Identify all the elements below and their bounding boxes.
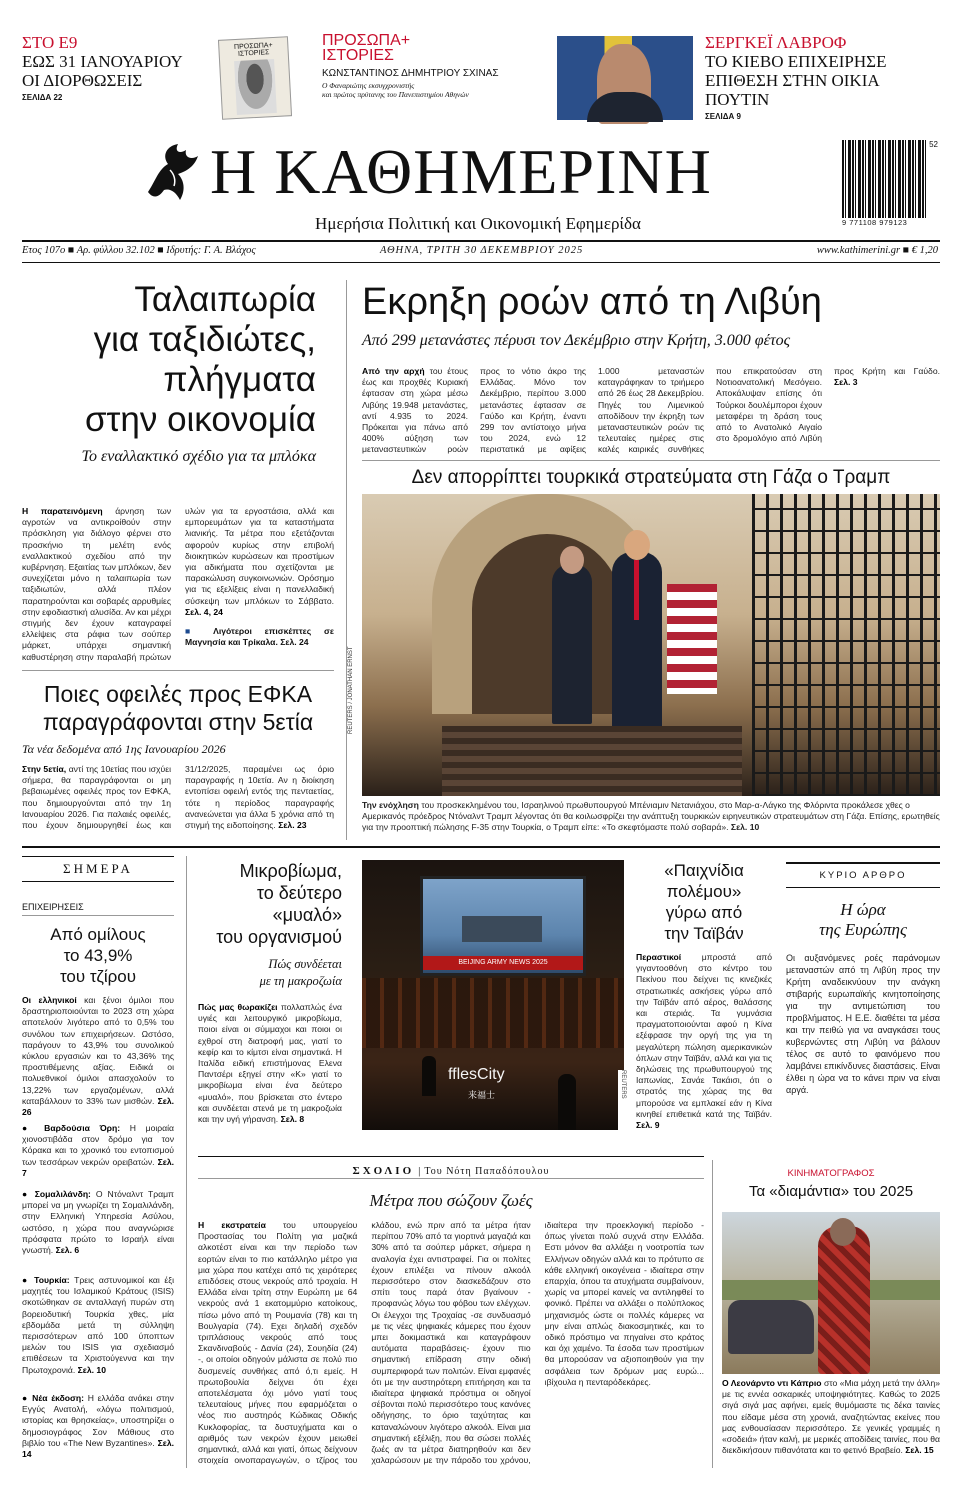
section-label: ΚΥΡΙΟ ΑΡΘΡΟ xyxy=(786,864,940,888)
story-libya[interactable] xyxy=(362,280,940,350)
beijing-screen-photo xyxy=(362,860,624,1130)
teaser-kicker: ΠΡΟΣΩΠΑ+ xyxy=(322,32,411,49)
mall-sign: fflesCity xyxy=(448,1066,505,1083)
teaser-title: ΟΙ ΔΙΟΡΘΩΣΕΙΣ xyxy=(22,71,143,90)
teaser-prosopa[interactable] xyxy=(322,33,532,99)
editorial-title: Η ώρα της Ευρώπης xyxy=(819,900,907,939)
deck: Από 299 μετανάστες πέρυσι τον Δεκέμβριο στην Κρήτη, 3.000 φέτος xyxy=(362,332,791,349)
section-label: ΣΧΟΛΙΟ xyxy=(352,1165,415,1177)
brief-item[interactable]: ● Βαρδούσια Όρη: Η μοιραία χιονοστιβάδα στον δρόμο για τον Κόρακα και το χρονικό του εντοπισμού των τεσσάρων νεκρών ορειβατών. Σελ. 7 xyxy=(22,1123,174,1178)
story-microbiome-body: Πώς μας θωρακίζει πολλαπλώς ένα υγιές και λειτουργικό μικροβίωμα, ποιοι είναι οι σύμμαχοι και ποιοι οι εχθροί στη διατροφή μας, γιατί το κεφίρ και το κίμτσι είναι σημαντικά. Η Ιταλίδα ειδική επιστήμονας Ελενα Παντσέρι εξηγεί στην «Κ» γιατί το μικροβίωμα είναι ένα δεύτερο «μυαλό», που βρίσκεται στο έντερο και συνδέεται στενά με τη μακροζωία και την υγή γήρανση. Σελ. 8 xyxy=(198,1002,343,1125)
comment-title: Μέτρα που σώζουν ζωές xyxy=(369,1191,533,1210)
story-efka[interactable] xyxy=(22,680,334,757)
barcode xyxy=(842,140,938,232)
cinema-kicker: ΚΙΝΗΜΑΤΟΓΡΑΦΟΣ xyxy=(787,1168,875,1179)
trump-netanyahu-photo xyxy=(348,494,940,796)
comment-body: Η εκστρατεία του υπουργείου Προστασίας του Πολίτη για μαζικά αλκοτέστ είναι και την περίοδο των εορτών είναι το πιο κατάλληλο μέτρο για μια χώρα που κατέχει από τις χειρότερες επιδόσεις στους νεκρούς από τροχαία. Η Ελλάδα είναι τρίτη στην Ευρώπη με 64 νεκρούς ανά 1 εκατομμύριο κατοίκους, πίσω μόνο από τη Ρουμανία (78) και τη Βουλγαρία (74). Εχει δηλαδή σχεδόν τριπλάσιους νεκρούς από τους Σκανδιναβούς - Δανία (24), Σουηδία (24) -, οι οποίοι οδηγούν μάλιστα σε πολύ πιο δυσμενείς συνθήκες από ό,τι εμείς. Η πρωτοβουλία δείχνει ότι έχει αποτελέσματα όχι μόνο γιατί τους τελευταίους μήνες που εφαρμόζεται ο νέος πιο αυστηρός Κώδικας Οδικής Κυκλοφορίας, τα δυστυχήματα και ο αριθμός των νεκρών έχουν μειωθεί σημαντικά, αλλά και γιατί, όπως δείχνουν στοιχεία οινοπαραγωγών, ο τζίρος του κλάδου, ενώ πριν από τα μέτρα ήταν περίπου 70% από τα γιορτινά μαγαζιά και 30% από τα σούπερ μάρκετ, σήμερα η αναλογία έχει αντιστραφεί. Για οι πολίτες έχουν επιλέξει να πίνουν αλκοόλ περισσότερο στον διασκεδάζουν στο σπίτι τους παρά όταν βγαίνουν - προφανώς λόγω του φόβου των ελέγχων. Οι έλεγχοι της Τροχαίας -σε συνδυασμό με τις νέες ψηφιακές κάμερες που έχουν μπει δοκιμαστικά και καταγράφουν αυτόματα παραβάσεις- έχουν πιο σημαντική επίδραση στην οδική συμπεριφορά των πολιτών. Είναι εμφανές ότι με την αυστηρότερη επιτήρηση και τα ιδιαίτερα ψηφιακά πρόστιμα οι οδηγοί σέβονται πολύ περισσότερο τους κανόνες οδήγησης, το όριο ταχύτητας και καταναλώνουν λιγότερο αλκοόλ. Είναι μια σημαντική εξέλιξη, που θα σώσει πολλές ζωές αν τα μέτρα διατηρηθούν και δεν χαλαρώσουν με την πάροδο του χρόνου, ιδιαίτερα την προεκλογική περίοδο - όπως γίνεται πολύ συχνά στην Ελλάδα. Εστι μόνον θα αλλάξει η νοοτροπία των Ελλήνων οδηγών αλλά και το πρότυπο σε κάθε ελληνική οικογένεια - ιδιαίτερα στην επαρχία, όπου τα ατυχήματα συμβαίνουν, χωρίς να μπορεί κανείς να αντιληφθεί το φονικό. Πρέπει να αλλάξει ο πολύπλοκος μηχανισμός ώστε οι πολλές κάμερες να μην είναι απλώς διακοσμητικές, και το οδικό πρόστιμο να πηγαίνει στο κράτος και όχι χαμένο. Τα έσοδα των προστίμων θα μπορούσαν να αξιοποιηθούν για την ασφάλεια των δρόμων μας ευρώ... ιβίχουλα η πενταρόδεκάρες. xyxy=(198,1220,704,1466)
section-label: ΣΗΜΕΡΑ xyxy=(22,856,174,882)
brief-item[interactable]: ● Νέα έκδοση: Η ελλάδα ανάκει στην Εγγύς Ανατολή, «λόγω πολιτισμού, ιστορίας και θρησκείας», υποστηρίζει ο δημοσιογράφος Σον Μάθιους στο βιβλίο του «The New Byzantines». Σελ. 14 xyxy=(22,1393,175,1460)
headline: «Παιχνίδια πολέμου» γύρω από την Ταϊβάν xyxy=(664,861,744,943)
teaser-kicker: ΙΣΤΟΡΙΕΣ xyxy=(322,47,394,64)
infobar-left: Ετος 107ο ■ Αρ. φύλλου 32.102 ■ Ιδρυτής: Γ. Α. Βλάχος xyxy=(22,245,256,256)
teaser-book-cover[interactable] xyxy=(218,36,292,120)
cinema-box[interactable] xyxy=(722,1168,940,1200)
photo-credit: REUTERS xyxy=(618,1070,626,1130)
teaser-page: ΣΕΛΙΔΑ 9 xyxy=(705,112,741,121)
story-microbiome[interactable] xyxy=(198,860,342,990)
barcode-issue: 52 xyxy=(929,140,938,149)
teaser-lavrov[interactable] xyxy=(705,34,945,121)
story-libya-body: Από την αρχή του έτους έως και προχθές Κυριακή έφτασαν στη χώρα μέσω Λιβύης 19.948 μετανάστες, αντί 4.935 το 2024. Πρόκειται για πάνω από 400% αύξηση των μεταναστευτικών ροών προς το νότιο άκρο της Ελλάδας. Μόνο τον Δεκέμβριο, περίπου 3.000 μετανάστες έφτασαν σε Γαύδο και Κρήτη, έναντι 299 τον αντίστοιχο μήνα του 2024, ενώ 12 περιστατικά με αφίξεις 1.000 μεταναστών καταγράφηκαν το τριήμερο από 26 έως 28 Δεκεμβρίου. Πηγές του Λιμενικού αποδίδουν την έκρηξη των μεταναστευτικών ροών τις τελευταίες ημέρες στις καλές καιρικές συνθήκες που επικρατούσαν στη Νοτιοανατολική Μεσόγειο. Αποκάλυψαν επίσης ότι Τούρκοι δουλέμποροι έχουν μεταφέρει τη δράση τους από το Ανατολικό Αιγαίο στο δρομολόγιο από Λιβύη προς Κρήτη και Γαύδο. Σελ. 3 xyxy=(362,366,940,455)
teaser-title: ΕΩΣ 31 ΙΑΝΟΥΑΡΙΟΥ xyxy=(22,52,183,71)
griffin-logo-icon xyxy=(140,140,206,206)
headline: Μικροβίωμα, το δεύτερο «μυαλό» του οργανισμού xyxy=(216,861,342,947)
headline: Εκρηξη ροών από τη Λιβύη xyxy=(362,281,822,323)
sidebar-note[interactable]: ■ Λιγότεροι επισκέπτες σε Μαγνησία και Τρίκαλα. Σελ. 24 xyxy=(185,626,334,648)
story-travel-body: Η παρατεινόμενη άρνηση των αγροτών να αντικροίθούν στην πρόσκληση για διάλογο φέρνει στο προσκήνιο τη μελέτη ενός εναλλακτικού σχεδίου από την κυβέρνηση. Εξαιτίας των μπλόκων, δεν συνεχίζεται μόνο η ταλαιπωρία των ταξιδιωτών, αλλά πλέον παρατηρούνται και σοβαρές αρρυθμίες στην εφοδιαστική αλυσίδα. Αν και μέχρι στιγμής δεν έχουν καταγραφεί ελλείψεις στα ράφια των σούπερ μάρκετ, υπάρχει σημαντική καθυστέρηση στην παραλαβή πρώτων υλών για τα εργοστάσια, αλλά και εμπορευμάτων για τα καταστήματα λιανικής. Τα μέτρα που εξετάζονται αφορούν κυρίως στην επιβολή διοικητικών κυρώσεων και προστίμων για αδικήματα που σχετίζονται με παρακώλυση συγκοινωνιών. Ορόσημο για τις εξελίξεις είναι η πανελλαδική σύσκεψη των μπλόκων το Σάββατο. Σελ. 4, 24 ■ Λιγότεροι επισκέπτες σε Μαγνησία και Τρίκαλα. Σελ. 24 xyxy=(22,506,334,662)
deck: Το εναλλακτικό σχέδιο για τα μπλόκα xyxy=(81,448,316,465)
cinema-caption: Ο Λεονάρντο ντι Κάπριο στο «Μια μάχη μετά την άλλη» με τις εννέα οσκαρικές υποψηφιότητες. Καθώς το 2025 σιγά σιγά μας αφήνει, εμείς θυμόμαστε τις δέκα ταινίες που είδαμε μέσα στη χρονιά, αναζητώντας εκείνες που μας ενθουσίασαν περισσότερο. Σε γενικές γραμμές η «σοδειά» ήταν καλή, με μερικές αποδίδεις ταινίες, που θα διεκδικήσουν πιθανότατα και το φετινό Βραβείο. Σελ. 15 xyxy=(722,1378,941,1456)
screen-banner: BEIJING ARMY NEWS 2025 xyxy=(423,956,583,970)
barcode-number: 9 771108 979123 xyxy=(842,218,908,227)
brief-item[interactable]: ● Τουρκία: Τρεις αστυνομικοί και έξι μαχητές του Ισλαμικού Κράτους (ISIS) σκοτώθηκαν σε ανταλλαγή πυρών στη βορειοδυτική Τουρκία χθες, μία εβδομάδα μετά τη σύλληψη περισσότερων από 100 ύποπτων μελών του ISIS για σχεδιασμό επιθέσεων τα Χριστούγεννα και την Πρωτοχρονιά. Σελ. 10 xyxy=(22,1275,175,1375)
teaser-kicker: ΣΤΟ Ε9 xyxy=(22,33,78,52)
infobar-right: www.kathimerini.gr ■ € 1,20 xyxy=(816,245,938,256)
masthead-subtitle: Ημερήσια Πολιτική και Οικονομική Εφημερίδα xyxy=(315,214,641,233)
teaser-desc: Ο Φαναριώτης εκσυγχρονιστής xyxy=(322,81,415,90)
story-gaza-caption: Την ενόχληση του προσκεκλημένου του, Ισραηλινού πρωθυπουργού Μπένιαμιν Νετανιάχου, στο Μαρ-α-Λάγκο της Φλόριντα προκάλεσε χθες ο Αμερικανός πρόεδρος Ντόναλντ Τραμπ λέγοντας ότι θα κοιλωσφρίζει την ανάπτυξη τουρκικών ειρηνευτικών στρατευμάτων στη Γάζα. Επίσης, ερωτηθείς για την προοπτική πώλησης F-35 στην Τουρκία, ο Τραμπ είπε: «Το σκεφτόμαστε πολύ σοβαρά». Σελ. 10 xyxy=(362,800,940,832)
story-taiwan-body: Περαστικοί μπροστά από γιγαντοοθόνη στο κέντρο του Πεκίνου που δείχνει τις κινεζικές στρατιωτικές ασκήσεις γύρω από την Ταϊβάν από αέρος, θαλάσσης και στεριάς. Τα γυμνάσια πραγματοποιούνται αφού η Κίνα εξέφρασε την οργή της για τη μεγαλύτερη πώληση αμερικανικών όπλων στην Ταϊβάν, αλλά και για τις δηλώσεις της πρωθυπουργού της Ιαπωνίας, Σανάε Τακάισι, ότι ο στρατός της χώρας της θα μπορούσε να εμπλακεί εάν η Κίνα κινηθεί επιθετικά κατά της Ταϊβάν. Σελ. 9 xyxy=(636,952,772,1131)
comment-byline: Του Νότη Παπαδόπουλου xyxy=(424,1166,550,1177)
simera-body: Οι ελληνικοί και ξένοι όμιλοι που δραστηριοποιούνται το 2023 στη χώρα αποτελούν λιγότερο από το 0,5% του συνόλου των επιχειρήσεων. Ωστόσο, παράγουν το 43,9% του συνολικού κύκλου εργασιών και το 43,36% της προστιθέμενης αξίας. Ειδικά οι πολυεθνικοί όμιλοι απασχολούν το 13,22% των εργαζομένων, αλλά καταβάλλουν το 33% των μισθών. Σελ. 26 xyxy=(22,995,175,1118)
category-label: ΕΠΙΧΕΙΡΗΣΕΙΣ xyxy=(22,902,174,916)
lavrov-photo xyxy=(557,36,693,120)
headline: Ποιες οφειλές προς ΕΦΚΑ παραγράφονται στην 5ετία xyxy=(42,681,314,735)
simera-box xyxy=(22,856,174,1465)
portrait-image xyxy=(234,59,277,115)
teaser-desc: και πρώτος πρύτανης του Πανεπιστημίου Αθηνών xyxy=(322,90,469,99)
mall-sign-sub: 来福士 xyxy=(468,1091,496,1101)
masthead-title: Η ΚΑΘΗΜΕΡΙΝΗ xyxy=(210,136,712,207)
dicaprio-photo xyxy=(722,1212,940,1374)
book-cover-label: ΠΡΟΣΩΠΑ+ ΙΣΤΟΡΙΕΣ xyxy=(233,42,273,58)
editorial-box[interactable] xyxy=(786,862,940,1152)
teaser-e9[interactable] xyxy=(22,34,192,102)
story-travel[interactable] xyxy=(22,280,330,466)
story-gaza-headline: Δεν απορρίπτει τουρκικά στρατεύματα στη Γάζα ο Τραμπ xyxy=(411,467,891,488)
story-efka-body: Στην 5ετία, αντί της 10ετίας που ισχύει σήμερα, θα παραγράφονται οι μη βεβαιωμένες οφειλές προς τον ΕΦΚΑ, που δημιουργούνται από την 1η Ιανουαρίου 2026. Για παλαιές οφειλές, που έχουν δημιουργηθεί έως και 31/12/2025, παραμένει ως όριο παραγραφής η 10ετία. Αν η διοίκηση εντοπίσει οφειλή εντός της πενταετίας, τότε η περίοδος παραγραφής ανανεώνεται για άλλα 5 χρόνια από τη στιγμή της ειδοποίησης. Σελ. 23 xyxy=(22,764,334,831)
story-taiwan[interactable] xyxy=(636,860,772,944)
cinema-title: Τα «διαμάντια» του 2025 xyxy=(748,1183,914,1200)
photo-credit: REUTERS / JONATHAN ERNST xyxy=(348,646,354,734)
deck: Τα νέα δεδομένα από 1ης Ιανουαρίου 2026 xyxy=(22,742,226,756)
deck: Πώς συνδέεται με τη μακροζωία xyxy=(259,957,342,988)
headline: Από ομίλους το 43,9% του τζίρου xyxy=(50,925,146,986)
teaser-kicker: ΣΕΡΓΚΕΪ ΛΑΒΡΟΦ xyxy=(705,33,847,52)
teaser-page: ΣΕΛΙΔΑ 22 xyxy=(22,93,63,102)
brief-item[interactable]: ● Σομαλιλάνδη: Ο Ντόναλντ Τραμπ μπορεί να μη γνωρίζει τη Σομαλιλάνδη, στην Ελληνική Υπηρεσία Ασύλου, ωστόσο, η χώρα που αναγνώρισε πρόσφατα πρώτο το Ισραήλ είναι γνωστή. Σελ. 6 xyxy=(22,1189,174,1256)
infobar-date: ΑΘΗΝΑ, ΤΡΙΤΗ 30 ΔΕΚΕΜΒΡΙΟΥ 2025 xyxy=(380,245,584,256)
teaser-title: ΕΠΙΘΕΣΗ ΣΤΗΝ ΟΙΚΙΑ ΠΟΥΤΙΝ xyxy=(705,71,879,109)
comment-label-row: ΣΧΟΛΙΟ | Του Νότη Παπαδόπουλου xyxy=(352,1165,550,1177)
news-briefs xyxy=(22,1123,174,1465)
headline: Ταλαιπωρία για ταξιδιώτες, πλήγματα στην οικονομία xyxy=(84,280,316,439)
teaser-name: ΚΩΝΣΤΑΝΤΙΝΟΣ ΔΗΜΗΤΡΙΟΥ ΣΧΙΝΑΣ xyxy=(322,68,499,79)
teaser-title: ΤΟ ΚΙΕΒΟ ΕΠΙΧΕΙΡΗΣΕ xyxy=(705,52,887,71)
editorial-body: Οι αυξανόμενες ροές παράνομων μεταναστών από τη Λιβύη προς την Κρήτη αναδεικνύουν την ανάγκη στιβαρής ευρωπαϊκής κινητοποίησης για την αντιμετώπιση του προβλήματος. Η Ε.Ε. διαθέτει τα μέσα και την πειθώ για να αναγκάσει τους κυβερνώντες στη Λιβύη να βάλουν τέλος σε αυτό το φαινόμενο που λαμβάνει επικίνδυνες διαστάσεις. Είναι έλθει η ώρα να το κάνει πριν να είναι αργά. xyxy=(786,953,940,1095)
